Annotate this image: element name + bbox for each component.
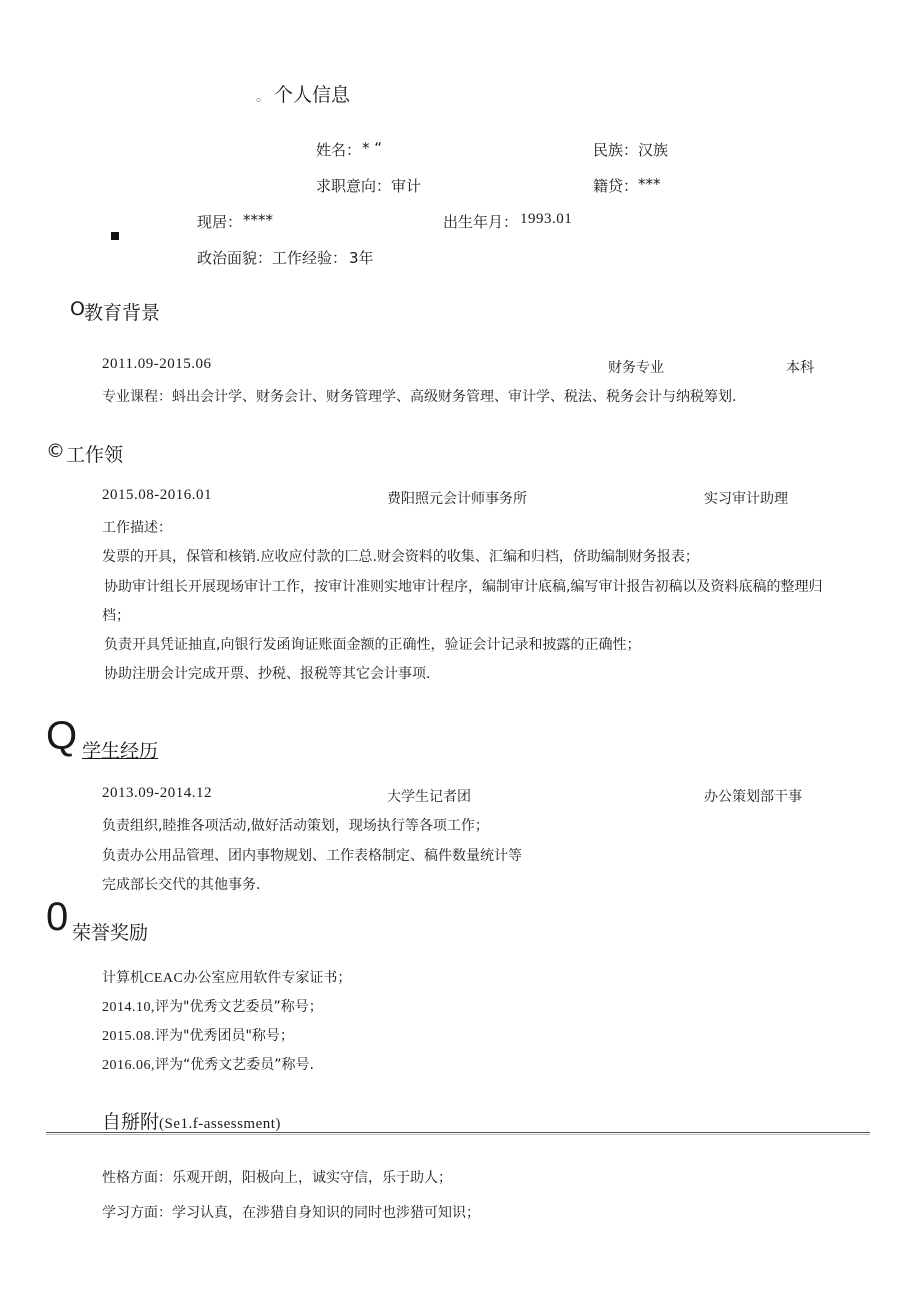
student-prefix: Q — [46, 714, 78, 758]
job-label: 求职意向： — [316, 177, 392, 195]
divider — [46, 1132, 870, 1133]
birth-value: 1993.01 — [520, 211, 573, 227]
self-title-en: (Se1.f-assessment) — [159, 1116, 281, 1132]
education-degree: 本科 — [786, 360, 814, 376]
ethnicity-value: 汉族 — [638, 141, 669, 159]
student-line: 负责组织,睦推各项活动,做好活动策划，现场执行等各项工作； — [102, 818, 489, 834]
origin-value: *** — [638, 175, 661, 193]
student-line: 负责办公用品管理、团内事物规划、工作表格制定、稿件数量统计等 — [102, 848, 522, 864]
ethnicity-label: 民族： — [593, 141, 639, 159]
honor-line — [102, 996, 323, 1016]
political-label: 政治面貌： — [197, 249, 273, 267]
honor-line-text: 评为"优秀文艺委员”称号； — [155, 999, 323, 1015]
decor-square — [111, 232, 119, 240]
student-line: 完成部长交代的其他事务. — [102, 877, 261, 893]
self-line: 学习方面：学习认真，在涉猎自身知识的同时也涉猎可知识； — [102, 1205, 480, 1221]
honors-prefix: 0 — [46, 895, 69, 939]
honor-date: 2015.08. — [102, 1029, 155, 1044]
honor-line — [102, 1054, 314, 1074]
name-label: 姓名： — [316, 141, 362, 159]
work-desc-line: 负责开具凭证抽直,向银行发函询证账面金额的正确性，验证会计记录和披露的正确性； — [104, 637, 641, 653]
residence-value: **** — [243, 211, 273, 229]
education-prefix: O — [70, 298, 85, 320]
section-title-education: 教育背景 — [84, 302, 161, 324]
student-position: 办公策划部干事 — [704, 789, 802, 805]
education-period: 2011.09-2015.06 — [102, 356, 212, 372]
work-company: 费阳照元会计师事务所 — [387, 491, 527, 507]
section-title-personal: 个人信息 — [274, 84, 351, 106]
honor-line-text: 办公室应用软件专家证书； — [183, 970, 352, 986]
work-desc-line: 协助注册会计完成开票、抄税、报税等其它会计事项. — [104, 666, 431, 682]
education-courses: 专业课程：蚪出会计学、财务会计、财务管理学、高级财务管理、审计学、税法、税务会计与纳税筹划. — [102, 389, 737, 405]
work-period: 2015.08-2016.01 — [102, 487, 212, 503]
experience-value: 3年 — [349, 249, 374, 267]
experience-label: 工作经验： — [272, 249, 348, 267]
work-desc-line: 发票的开具，保管和核销.应收应付款的匚总.财会资料的收集、汇编和归档，侪助编制财务报表； — [102, 549, 699, 565]
honor-date: 2014.10, — [102, 1000, 155, 1015]
job-value: 审计 — [391, 177, 422, 195]
work-desc-line: 协助审计组长开展现场审计工作，按审计准则实地审计程序，编制审计底稿,编写审计报告初稿以及资料底稿的整理归 — [104, 579, 823, 595]
divider-shadow — [46, 1134, 870, 1135]
residence-label: 现居： — [197, 213, 243, 231]
work-desc-line: 档； — [102, 608, 130, 624]
honor-line-text: CEAC — [144, 971, 184, 986]
section-title-student: 学生经历 — [82, 740, 159, 762]
honor-line — [102, 967, 351, 987]
student-period: 2013.09-2014.12 — [102, 785, 212, 801]
student-org: 大学生记者团 — [387, 789, 471, 805]
section-title-work: 工作领 — [66, 444, 124, 466]
work-position: 实习审计助理 — [704, 491, 788, 507]
name-value: * “ — [362, 139, 383, 157]
section-title-self — [102, 1107, 281, 1134]
work-desc-label: 工作描述： — [102, 520, 172, 536]
honor-line-text: 评为“优秀文艺委员”称号. — [155, 1057, 314, 1073]
section-title-honors: 荣誉奖励 — [72, 922, 149, 944]
honor-line-text: 评为"优秀团员"称号； — [155, 1028, 294, 1044]
work-prefix: © — [46, 440, 65, 462]
honor-date: 2016.06, — [102, 1058, 155, 1073]
self-title: 自掰附 — [102, 1111, 160, 1133]
honor-line-text: 计算机 — [102, 970, 144, 986]
section-bullet: 。 — [256, 89, 270, 105]
self-line: 性格方面：乐观开朗，阳极向上，诚实守信，乐于助人； — [102, 1170, 452, 1186]
honor-line — [102, 1025, 294, 1045]
birth-label: 出生年月： — [443, 213, 519, 231]
origin-label: 籍贷： — [593, 177, 639, 195]
education-major: 财务专业 — [608, 360, 664, 376]
